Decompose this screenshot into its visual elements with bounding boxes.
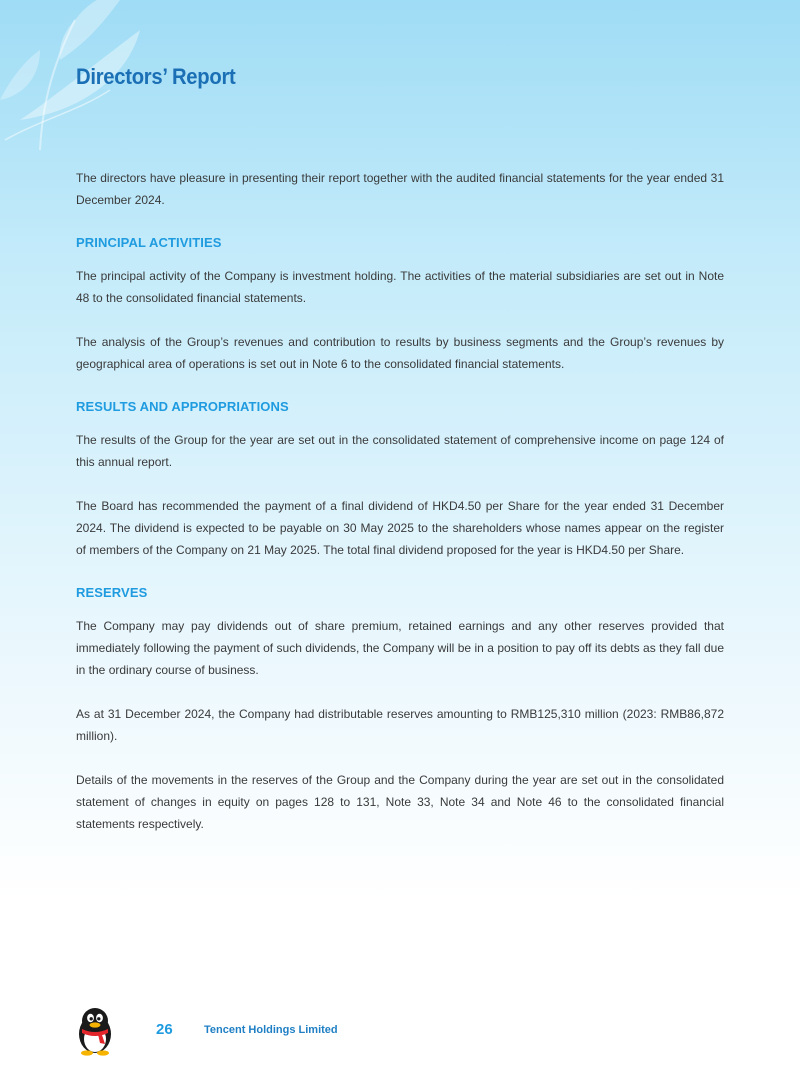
report-body bbox=[76, 167, 724, 857]
section-paragraph: The Company may pay dividends out of share premium, retained earnings and any other reserves provided that immediately following the payment of such dividends, the Company will be in a position to pay off its debts as they fall due in the ordinary course of business. bbox=[76, 619, 724, 677]
section-paragraph: As at 31 December 2024, the Company had distributable reserves amounting to RMB125,310 million (2023: RMB86,872 million). bbox=[76, 707, 724, 743]
page-number: 26 bbox=[156, 1021, 173, 1038]
section-paragraph: The analysis of the Group’s revenues and contribution to results by business segments and the Group’s revenues by geographical area of operations is set out in Note 6 to the consolidated financial statements. bbox=[76, 335, 724, 371]
section-heading-principal-activities: PRINCIPAL ACTIVITIES bbox=[76, 235, 222, 250]
section-paragraph: The principal activity of the Company is investment holding. The activities of the material subsidiaries are set out in Note 48 to the consolidated financial statements. bbox=[76, 269, 724, 305]
qq-penguin-icon bbox=[74, 1006, 116, 1056]
section-heading-results-and-appropriations: RESULTS AND APPROPRIATIONS bbox=[76, 399, 289, 414]
company-name: Tencent Holdings Limited bbox=[204, 1024, 338, 1036]
section-paragraph: Details of the movements in the reserves of the Group and the Company during the year are set out in the consolidated statement of changes in equity on pages 128 to 131, Note 33, Note 34 and Note 46 to the consolidated financial statements respectively. bbox=[76, 773, 724, 831]
page-title: Directors’ Report bbox=[76, 64, 236, 89]
section-paragraph: The Board has recommended the payment of a final dividend of HKD4.50 per Share for the year ended 31 December 2024. The dividend is expected to be payable on 30 May 2025 to the shareholders whose names appear on the register of members of the Company on 21 May 2025. The total final dividend proposed for the year is HKD4.50 per Share. bbox=[76, 499, 724, 557]
intro-paragraph: The directors have pleasure in presenting their report together with the audited financial statements for the year ended 31 December 2024. bbox=[76, 171, 724, 207]
page-footer bbox=[0, 1002, 800, 1062]
section-paragraph: The results of the Group for the year are set out in the consolidated statement of comprehensive income on page 124 of this annual report. bbox=[76, 433, 724, 469]
section-heading-reserves: RESERVES bbox=[76, 585, 148, 600]
